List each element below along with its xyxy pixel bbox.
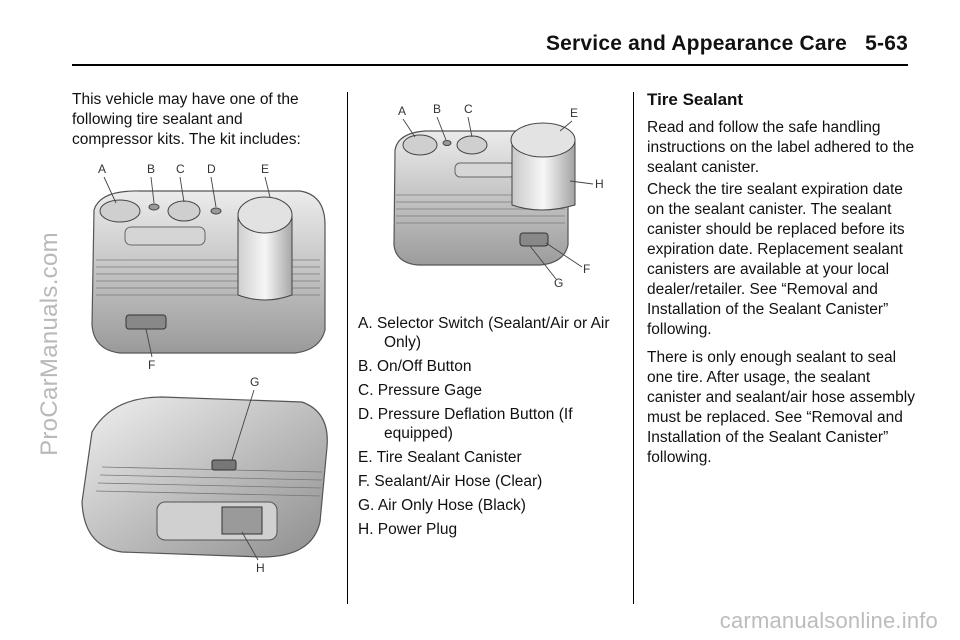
list-item: D. Pressure Deflation Button (If equipped) <box>358 406 573 442</box>
paragraph-single-use: There is only enough sealant to seal one tire. After usage, the sealant canister and sealant/air hose assembly must be replaced. See “Removal and Installation of the Sealant Canister” following. <box>647 349 915 466</box>
list-item: G. Air Only Hose (Black) <box>358 497 526 514</box>
callout-g: G <box>250 375 260 389</box>
callout-f: F <box>583 262 591 276</box>
compressor-underside-illustration <box>72 372 340 577</box>
list-item: H. Power Plug <box>358 521 458 538</box>
column-divider-left <box>347 92 348 604</box>
callout-b: B <box>147 162 156 176</box>
list-item: E. Tire Sealant Canister <box>358 449 522 466</box>
callout-b: B <box>433 102 442 116</box>
callout-a: A <box>98 162 107 176</box>
list-item: B. On/Off Button <box>358 358 472 375</box>
callout-h: H <box>595 177 604 191</box>
intro-paragraph: This vehicle may have one of the following tire sealant and compressor kits. The kit includes: <box>72 91 301 148</box>
column-divider-right <box>633 92 634 604</box>
callout-d: D <box>207 162 216 176</box>
canister-kit-illustration <box>360 95 620 295</box>
page-title: Service and Appearance Care 5-63 <box>545 32 908 55</box>
paragraph-handling: Read and follow the safe handling instructions on the label adhered to the sealant canister. <box>647 119 915 176</box>
callout-g: G <box>554 276 564 290</box>
compressor-kit-illustration <box>80 155 340 380</box>
callout-e: E <box>261 162 270 176</box>
list-item: A. Selector Switch (Sealant/Air or Air Only) <box>358 315 610 351</box>
callout-h: H <box>256 561 265 575</box>
section-heading: Tire Sealant <box>647 90 744 109</box>
paragraph-expiration: Check the tire sealant expiration date on the sealant canister. The sealant canister should be replaced before its expiration date. Replacement sealant canisters are available at your local dealer/retailer. See “Removal and Installation of the Sealant Canister” following. <box>647 181 905 338</box>
list-item: C. Pressure Gage <box>358 382 483 399</box>
list-item: F. Sealant/Air Hose (Clear) <box>358 473 543 490</box>
callout-f: F <box>148 358 156 372</box>
callout-e: E <box>570 106 579 120</box>
side-watermark: ProCarManuals.com <box>36 232 63 456</box>
bottom-watermark: carmanualsonline.info <box>719 608 938 633</box>
page-header <box>72 30 908 66</box>
callout-c: C <box>464 102 473 116</box>
kit-components-list <box>358 314 628 544</box>
callout-c: C <box>176 162 185 176</box>
callout-a: A <box>398 104 407 118</box>
